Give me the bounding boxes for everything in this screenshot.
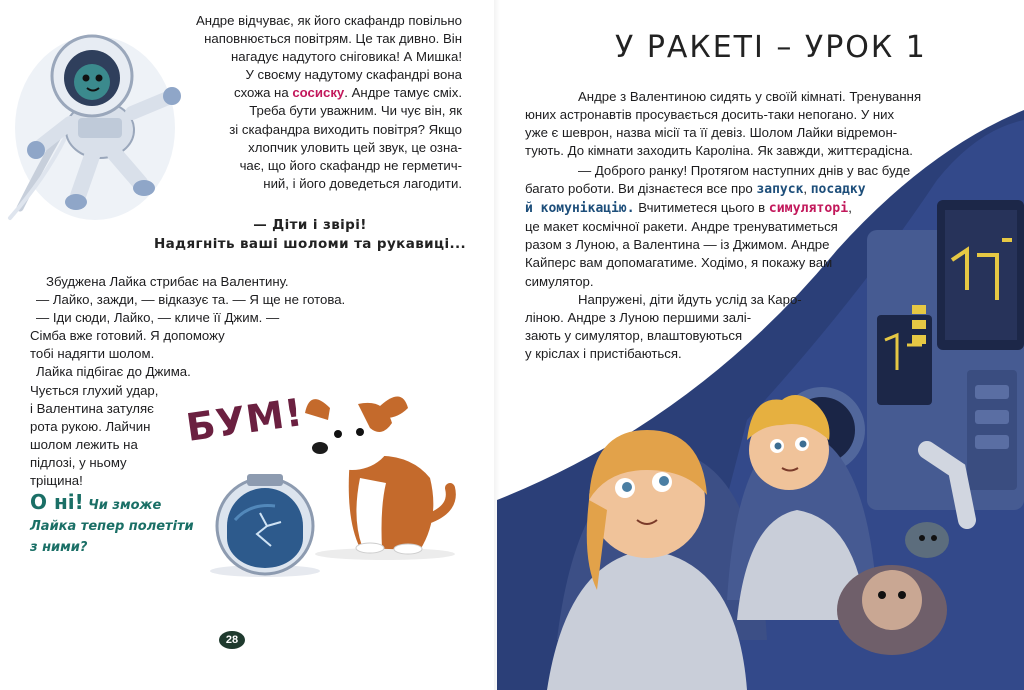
left-page: [0, 0, 497, 690]
right-paragraph-3: Напружені, діти йдуть услід за Каро- ліною. Андре з Луною першими залі- зають у симулятор, влаштовуються у кріслах і пристібаються.: [525, 292, 802, 362]
highlight-word-launch: запуск: [756, 182, 804, 198]
bum-sound-effect: БУМ!: [183, 390, 306, 450]
highlight-word-landing: посадку: [810, 182, 866, 198]
page-number: 28: [219, 631, 245, 649]
shout-callout: — Діти і звірі! Надягніть ваші шоломи та рукавиці...: [153, 217, 467, 252]
left-paragraph-1: Андре відчуває, як його скафандр повільно наповнюється повітрям. Це так дивно. Він нагадує надутого сніговика! А Мишка! У своєму надутому скафандрі вона схожа на сосиску. Андре тамує сміх. Треба бути уважним. Чи чує він, як зі скафандра виходить повітря? Якщо хлопчик уловить цей звук, це озна- чає, що його скафандр не герметич- ний, і його доведеться лагодити.: [196, 13, 462, 191]
chapter-title: У РАКЕТІ – УРОК 1: [615, 30, 927, 65]
right-page: [497, 0, 1024, 690]
right-paragraph-2: — Доброго ранку! Протягом наступних днів у вас буде багато роботи. Ви дізнаєтеся все про запуск, посадку й комунікацію. Вчитиметеся цього в симуляторі, це макет космічної ракети. Андре тренуватиметься разом з Луною, а Валентина — із Джимом. Андре Кайперс вам допомагатиме. Ходімо, я покажу вам симулятор.: [525, 163, 911, 289]
oni-callout: О ні! Чи зможе Лайка тепер полетіти з ними?: [30, 490, 194, 555]
dog-laika-illustration: [290, 368, 460, 563]
left-paragraph-2: Збуджена Лайка стрибає на Валентину. — Лайко, зажди, — відказує та. — Я ще не готова. — Іди сюди, Лайко, — кличе її Джим. — Сімба вже готовий. Я допоможу тобі надягти шолом. Лайка підбігає до Джима. Чується глухий удар, і Валентина затуляє рота рукою. Лайчин шолом лежить на підлозі, у ньому тріщина!: [30, 274, 346, 489]
book-gutter: [494, 0, 500, 690]
highlight-word-communication: й комунікацію.: [525, 201, 635, 217]
right-paragraph-1: Андре з Валентиною сидять у своїй кімнаті. Тренування юних астронавтів просувається досить-таки непогано. У них уже є шеврон, назва місії та її девіз. Шолом Лайки відремон- тують. До кімнати заходить Кароліна. Як завжди, життєрадісна.: [525, 89, 922, 159]
highlight-word-simulator: симуляторі: [768, 201, 849, 217]
highlight-word-sausage: сосиску: [292, 85, 345, 101]
